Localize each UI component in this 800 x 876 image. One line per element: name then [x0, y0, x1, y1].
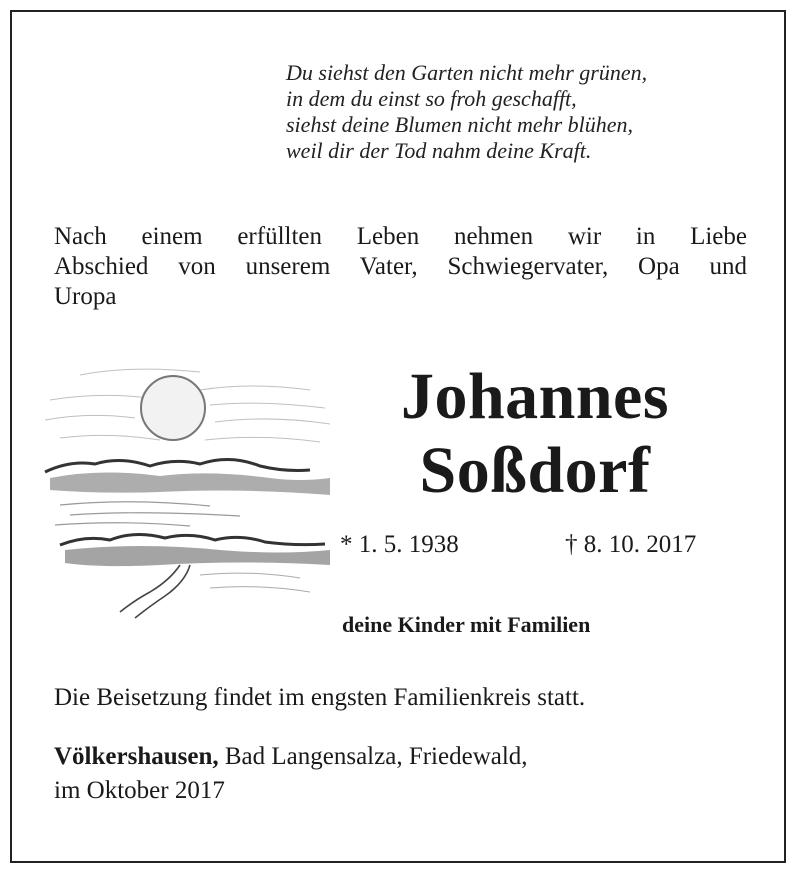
- place-main: Völkershausen,: [54, 743, 219, 770]
- intro-paragraph: [54, 222, 747, 312]
- deceased-last-name: Soßdorf: [419, 434, 651, 507]
- deceased-first-name: Johannes: [400, 360, 670, 433]
- poem-block: [286, 60, 647, 164]
- place-and-date: [54, 740, 528, 808]
- funeral-note: Die Beisetzung findet im engsten Familienkreis statt.: [54, 684, 586, 711]
- poem-line-3: siehst deine Blumen nicht mehr blühen,: [286, 112, 634, 137]
- birth-date: * 1. 5. 1938: [340, 531, 459, 558]
- intro-line-1: Nach einem erfüllten Leben nehmen wir in Liebe: [54, 223, 747, 250]
- poem-line-2: in dem du einst so froh geschafft,: [286, 86, 577, 111]
- sun-landscape-illustration: [40, 360, 340, 625]
- poem-line-4: weil dir der Tod nahm deine Kraft.: [286, 138, 592, 163]
- poem-line-1: Du siehst den Garten nicht mehr grünen,: [286, 60, 648, 85]
- date-line: im Oktober 2017: [54, 777, 225, 804]
- intro-line-3: Uropa: [54, 283, 117, 310]
- place-line: [54, 740, 528, 774]
- deceased-name: [340, 360, 730, 508]
- death-date: † 8. 10. 2017: [565, 531, 697, 558]
- intro-line-2: Abschied von unserem Vater, Schwiegervater, Opa und: [54, 253, 747, 280]
- place-others: Bad Langensalza, Friedewald,: [218, 743, 528, 770]
- mourners-signature: deine Kinder mit Familien: [342, 612, 591, 637]
